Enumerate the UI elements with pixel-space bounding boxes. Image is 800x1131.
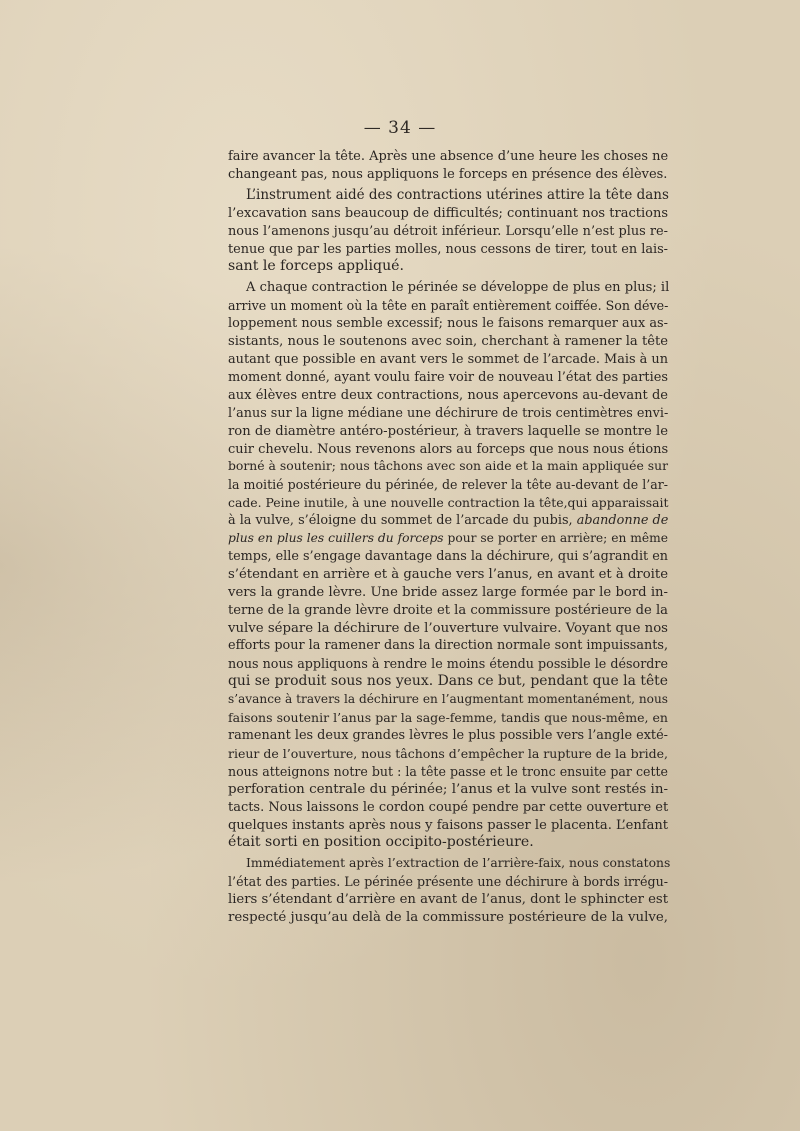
text-line: était sorti en position occipito-postérieure. — [228, 834, 534, 851]
page-number: — 34 — — [363, 118, 437, 138]
text-line: autant que possible en avant vers le sommet de l’arcade. Mais à un — [228, 351, 668, 367]
italic-segment: abandonne de — [576, 513, 669, 529]
paragraph-4 — [228, 855, 671, 927]
text-line: la moitié postérieure du périnée, de relever la tête au-devant de l’ar- — [228, 477, 668, 493]
text-line-with-italic — [228, 512, 668, 530]
text-line: liers s’étendant d’arrière en avant de l’anus, dont le sphincter est — [228, 892, 668, 908]
text-line: rieur de l’ouverture, nous tâchons d’empêcher la rupture de la bride, — [228, 745, 668, 761]
text-line: Immédiatement après l’extraction de l’arrière-faix, nous constatons — [246, 856, 671, 871]
text-line: nous atteignons notre but : la tête passe et le tronc ensuite par cette — [228, 763, 668, 779]
text-line: ron de diamètre antéro-postérieur, à travers laquelle se montre le — [228, 423, 668, 439]
text-segment: pour se porter en arrière; en même — [443, 531, 668, 546]
text-line: A chaque contraction le périnée se développe de plus en plus; il — [246, 280, 670, 296]
text-line: nous nous appliquons à rendre le moins étendu possible le désordre — [228, 656, 668, 672]
text-line: tenue que par les parties molles, nous cessons de tirer, tout en lais- — [228, 241, 668, 257]
text-line: sant le forceps appliqué. — [228, 258, 404, 275]
text-line: changeant pas, nous appliquons le forceps en présence des élèves. — [228, 166, 668, 182]
text-line: loppement nous semble excessif; nous le faisons remarquer aux as- — [228, 316, 668, 332]
paragraph-2 — [228, 187, 668, 277]
text-line: moment donné, ayant voulu faire voir de nouveau l’état des parties — [228, 369, 668, 385]
text-line: arrive un moment où la tête en paraît entièrement coiffée. Son déve- — [228, 298, 669, 314]
text-line: l’anus sur la ligne médiane une déchirure de trois centimètres envi- — [228, 405, 669, 421]
text-line: nous l’amenons jusqu’au détroit inférieur. Lorsqu’elle n’est plus re- — [228, 223, 668, 239]
italic-segment: plus en plus les cuillers du forceps — [228, 531, 444, 546]
text-line: cuir chevelu. Nous revenons alors au forceps que nous nous étions — [228, 441, 669, 457]
text-line: faisons soutenir l’anus par la sage-femme, tandis que nous-même, en — [228, 710, 668, 726]
text-line-with-italic — [228, 530, 668, 548]
text-segment: à la vulve, s’éloigne du sommet de l’arcade du pubis, — [228, 513, 577, 529]
text-line: respecté jusqu’au delà de la commissure postérieure de la vulve, — [228, 910, 668, 926]
text-line: terne de la grande lèvre droite et la commissure postérieure de la — [228, 602, 668, 618]
text-line: perforation centrale du périnée; l’anus et la vulve sont restés in- — [228, 781, 668, 797]
text-line: qui se produit sous nos yeux. Dans ce but, pendant que la tête — [228, 673, 668, 690]
text-line: s’avance à travers la déchirure en l’augmentant momentanément, nous — [228, 692, 668, 707]
text-line: ramenant les deux grandes lèvres le plus possible vers l’angle exté- — [228, 728, 668, 743]
text-line: vers la grande lèvre. Une bride assez large formée par le bord in- — [228, 584, 668, 600]
text-line: aux élèves entre deux contractions, nous apercevons au-devant de — [228, 387, 668, 403]
text-line: l’excavation sans beaucoup de difficultés; continuant nos tractions — [228, 205, 668, 221]
text-line: faire avancer la tête. Après une absence d’une heure les choses ne — [228, 149, 669, 164]
text-line: quelques instants après nous y faisons passer le placenta. L’enfant — [228, 817, 669, 833]
paragraph-1 — [228, 148, 668, 184]
text-line: L’instrument aidé des contractions utérines attire la tête dans — [246, 186, 669, 203]
text-line: borné à soutenir; nous tâchons avec son aide et la main appliquée sur — [228, 459, 668, 474]
text-line: efforts pour la ramener dans la direction normale sont impuissants, — [228, 638, 669, 654]
text-line: sistants, nous le soutenons avec soin, cherchant à ramener la tête — [228, 334, 668, 350]
paragraph-3 — [228, 279, 668, 852]
text-line: s’étendant en arrière et à gauche vers l’anus, en avant et à droite — [228, 566, 668, 582]
text-line: tacts. Nous laissons le cordon coupé pendre par cette ouverture et — [228, 799, 669, 815]
text-line: l’état des parties. Le périnée présente une déchirure à bords irrégu- — [228, 874, 668, 890]
body-text — [228, 148, 671, 930]
text-line: cade. Peine inutile, à une nouvelle contraction la tête,qui apparaissait — [228, 495, 669, 511]
text-line: temps, elle s’engage davantage dans la déchirure, qui s’agrandit en — [228, 548, 668, 564]
text-line: vulve sépare la déchirure de l’ouverture vulvaire. Voyant que nos — [228, 620, 668, 636]
